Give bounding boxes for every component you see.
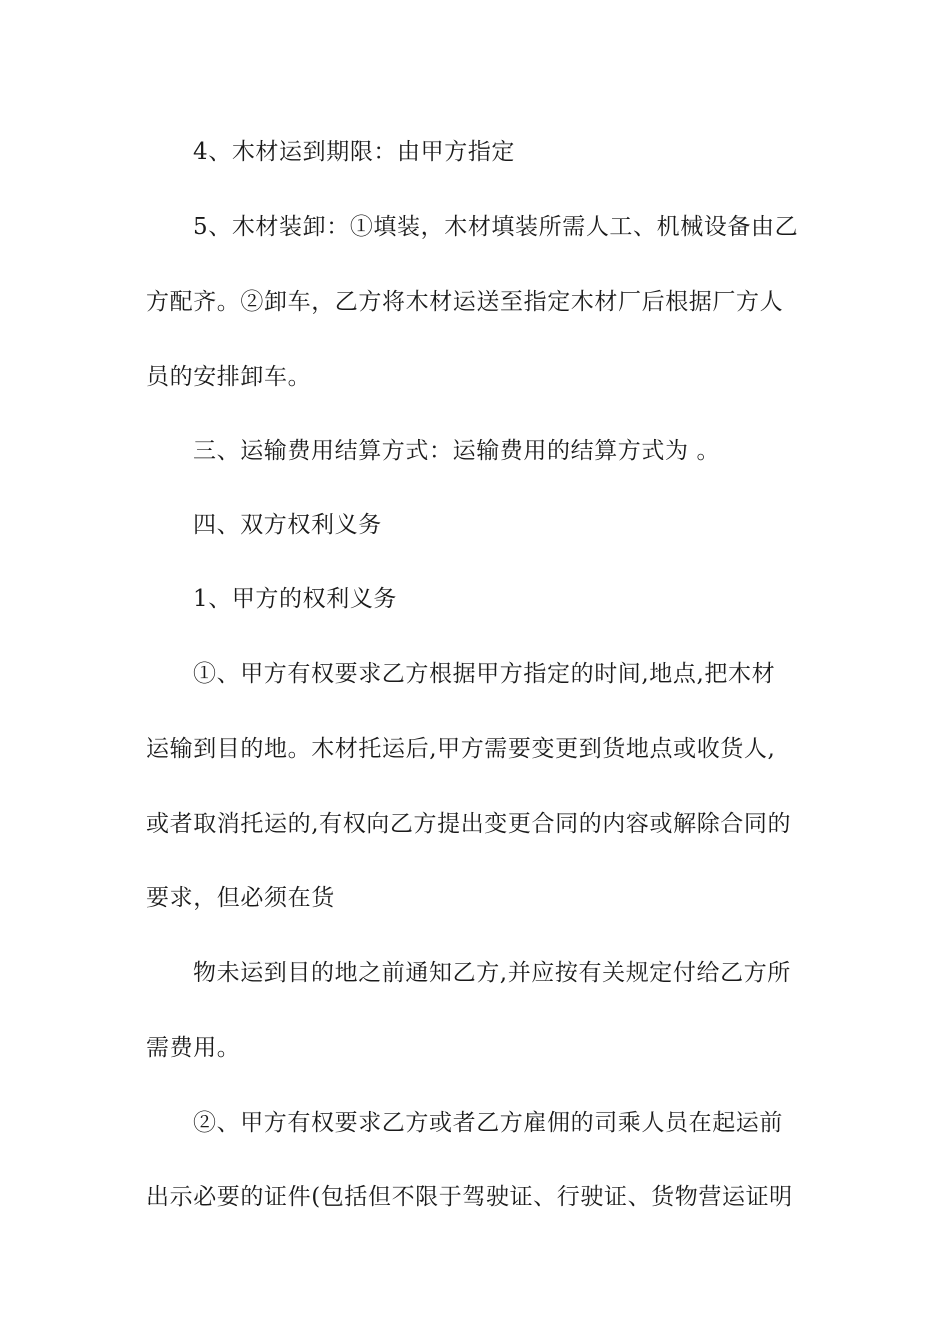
item-1-paragraph-start: ①、甲方有权要求乙方根据甲方指定的时间,地点,把木材 — [193, 661, 776, 687]
item-2-paragraph-line: 出示必要的证件(包括但不限于驾驶证、行驶证、货物营运证明 — [146, 1184, 793, 1210]
clause-5-continuation: 方配齐。②卸车，乙方将木材运送至指定木材厂后根据厂方人 — [146, 289, 784, 315]
item-1-paragraph-line: 运输到目的地。木材托运后,甲方需要变更到货地点或收货人, — [146, 736, 776, 762]
item-2-paragraph-start: ②、甲方有权要求乙方或者乙方雇佣的司乘人员在起运前 — [193, 1110, 783, 1136]
section-4-heading: 四、双方权利义务 — [193, 512, 382, 538]
item-1-continuation-start: 物未运到目的地之前通知乙方,并应按有关规定付给乙方所 — [193, 960, 791, 986]
clause-5-continuation-end: 员的安排卸车。 — [146, 364, 312, 390]
item-1-paragraph-end: 要求，但必须在货 — [146, 885, 335, 911]
section-3-settlement: 三、运输费用结算方式：运输费用的结算方式为 。 — [193, 438, 721, 464]
clause-5-loading-unloading: 5、木材装卸：①填装，木材填装所需人工、机械设备由乙 — [193, 214, 799, 240]
item-1-paragraph-line: 或者取消托运的,有权向乙方提出变更合同的内容或解除合同的 — [146, 811, 792, 837]
item-1-continuation-end: 需费用。 — [146, 1035, 241, 1061]
subsection-1-heading: 1、甲方的权利义务 — [193, 586, 398, 612]
clause-4-delivery-deadline: 4、木材运到期限：由甲方指定 — [193, 139, 516, 165]
